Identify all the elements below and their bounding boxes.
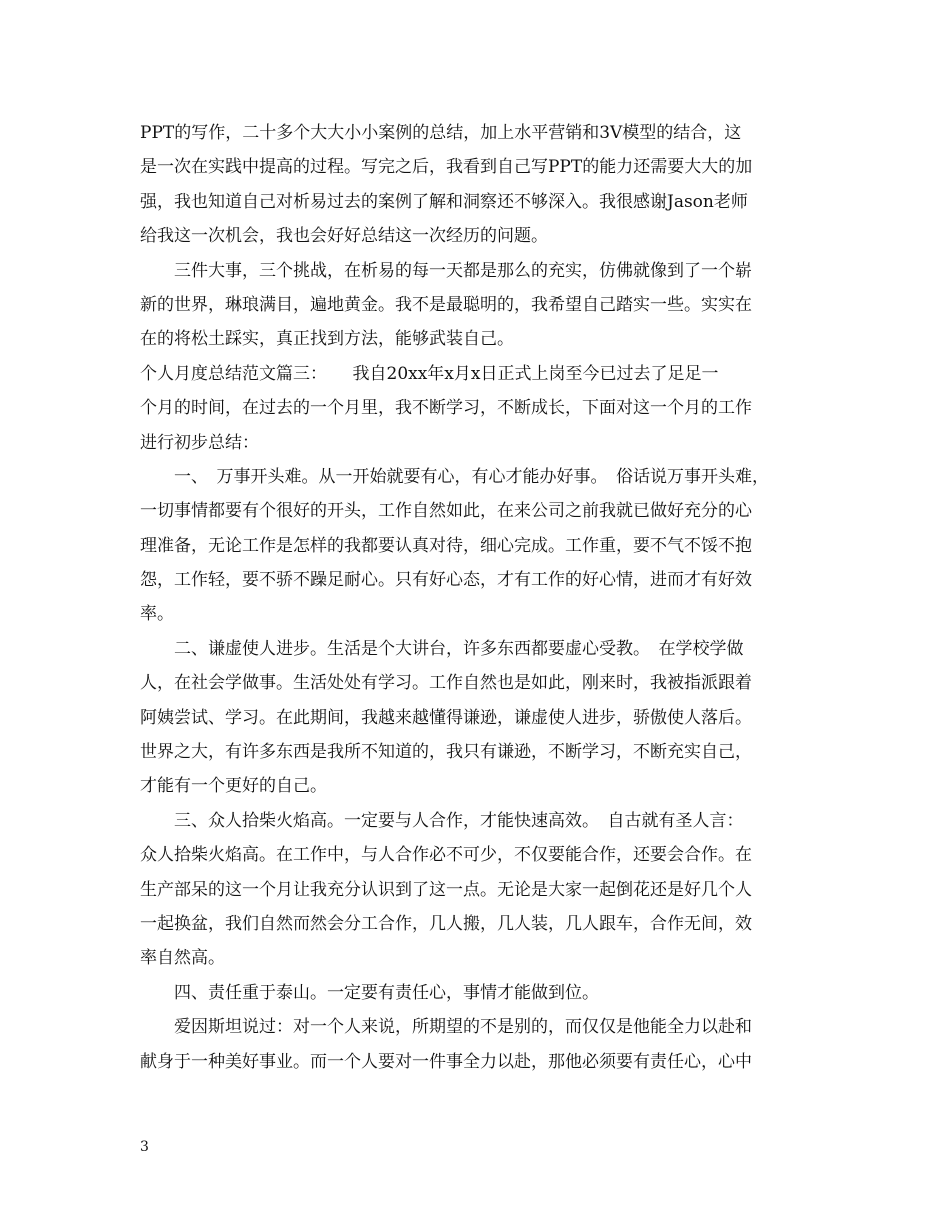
text-line: 爱因斯坦说过：对一个人来说，所期望的不是别的，而仅仅是他能全力以赴和	[174, 1017, 752, 1038]
text-line: 在的将松土踩实，真正找到方法，能够武装自己。	[140, 329, 514, 350]
page-number: 3	[140, 1139, 149, 1155]
text-line: 三、众人拾柴火焰高。一定要与人合作，才能快速高效。 自古就有圣人言：	[174, 810, 744, 831]
text-line: 给我这一次机会，我也会好好总结这一次经历的问题。	[140, 226, 548, 247]
text-line: 是一次在实践中提高的过程。写完之后，我看到自己写PPT的能力还需要大大的加	[140, 157, 753, 178]
text-line: 进行初步总结：	[140, 432, 259, 453]
text-line: 怨，工作轻，要不骄不躁足耐心。只有好心态，才有工作的好心情，进而才有好效	[140, 570, 752, 591]
text-line: 二、谦虚使人进步。生活是个大讲台，许多东西都要虚心受教。 在学校学做	[174, 638, 744, 659]
text-line: PPT的写作，二十多个大大小小案例的总结，加上水平营销和3V模型的结合，这	[140, 123, 742, 143]
text-line: 阿姨尝试、学习。在此期间，我越来越懂得谦逊，谦虚使人进步，骄傲使人落后。	[140, 707, 752, 728]
text-line: 率。	[140, 604, 174, 625]
text-line: 理准备，无论工作是怎样的我都要认真对待，细心完成。工作重，要不气不馁不抱	[140, 535, 752, 556]
text-line: 一、 万事开头难。从一开始就要有心，有心才能办好事。 俗话说万事开头难，	[174, 466, 769, 487]
text-line: 率自然高。	[140, 948, 225, 969]
text-line: 四、责任重于泰山。一定要有责任心，事情才能做到位。	[174, 982, 599, 1003]
text-line: 三件大事，三个挑战，在析易的每一天都是那么的充实，仿佛就像到了一个崭	[174, 260, 752, 281]
text-line: 强，我也知道自己对析易过去的案例了解和洞察还不够深入。我很感谢Jason老师	[140, 191, 748, 212]
text-line: 世界之大，有许多东西是我所不知道的，我只有谦逊，不断学习，不断充实自己，	[140, 742, 752, 763]
text-line: 新的世界，琳琅满目，遍地黄金。我不是最聪明的，我希望自己踏实一些。实实在	[140, 294, 752, 315]
text-line: 人，在社会学做事。生活处处有学习。工作自然也是如此，刚来时，我被指派跟着	[140, 673, 752, 694]
text-line: 个月的时间，在过去的一个月里，我不断学习，不断成长，下面对这一个月的工作	[140, 398, 752, 419]
text-line: 众人拾柴火焰高。在工作中，与人合作必不可少，不仅要能合作，还要会合作。在	[140, 845, 752, 866]
document-body	[140, 116, 820, 1079]
section-heading-line: 个人月度总结范文篇三： 我自20xx年x月x日正式上岗至今已过去了足足一	[140, 363, 719, 384]
text-line: 一切事情都要有个很好的开头，工作自然如此，在来公司之前我就已做好充分的心	[140, 501, 752, 522]
text-line: 才能有一个更好的自己。	[140, 776, 327, 797]
text-line: 生产部呆的这一个月让我充分认识到了这一点。无论是大家一起倒花还是好几个人	[140, 879, 752, 900]
text-line: 一起换盆，我们自然而然会分工合作，几人搬，几人装，几人跟车，合作无间，效	[140, 913, 752, 934]
text-line: 献身于一种美好事业。而一个人要对一件事全力以赴，那他必须要有责任心，心中	[140, 1051, 752, 1072]
